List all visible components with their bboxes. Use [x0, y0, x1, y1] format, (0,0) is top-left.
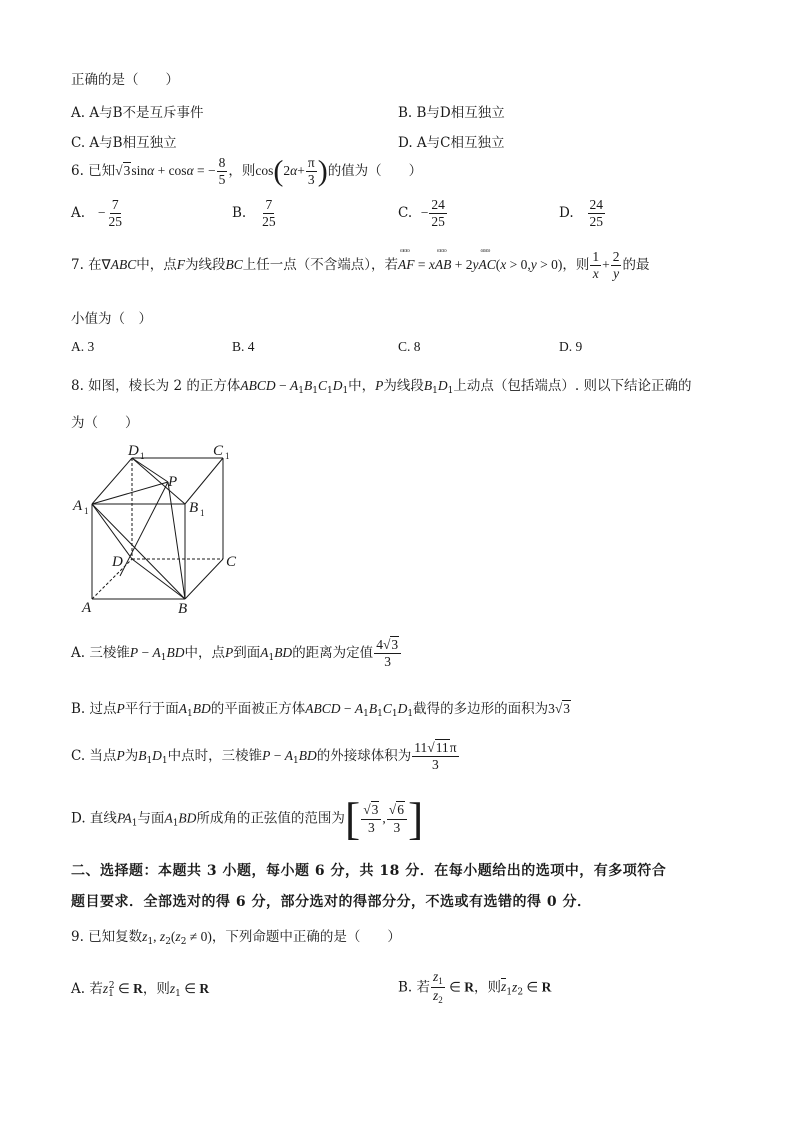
q9-option-a: A. 若$z_1^2$ ∈ R，则$z_1$ ∈ R: [71, 981, 210, 999]
q9-stem: 9. 已知复数$z_1$, $z_2(z_2 \ne 0)$，下列命题中正确的是（ ）: [71, 929, 401, 947]
section2-heading-line2: 题目要求．全部选对的得 6 分，部分选对的得部分分，不选或有选错的得 0 分．: [71, 894, 592, 910]
seg-p-d: [120, 482, 168, 576]
q6-option-b: B. $\frac{7}{25}$: [232, 197, 276, 230]
q7-option-c: C. 8: [398, 339, 421, 354]
q5-option-d: D. A与C相互独立: [398, 135, 505, 151]
label-d1: D: [128, 443, 139, 459]
label-a1-sub: 1: [84, 506, 89, 516]
q9-option-b: B. 若 $\frac{z_1}{z_2}$ ∈ R，则$z_1z_2$ ∈ R: [398, 969, 552, 1006]
q7-option-d: D. 9: [559, 339, 583, 354]
cube-figure: [70, 438, 250, 618]
seg-a1-b: [92, 504, 185, 599]
q6-option-d: D. $\frac{24}{25}$: [559, 197, 604, 230]
q6-option-c: C. − $\frac{24}{25}$: [398, 197, 445, 230]
q8-option-c: C. 当点P为$B_1D_1$中点时，三棱锥$P - A_1BD$的外接球体积为 $\frac{11√11\pi}{3}$: [71, 740, 457, 773]
label-c1-sub: 1: [225, 451, 230, 461]
q7-stem: 7. 在∇ABC中，点F为线段BC上任一点（不含端点），若ɷɷɷ AF = xɷɷɷ AB + 2yɷɷɷ AC(x > 0,y > 0)，则 $\frac{1}{x}$ + $\frac{2}{y}$ 的最: [71, 250, 649, 281]
q7-option-a: A. 3: [71, 339, 95, 354]
label-p: P: [168, 474, 178, 490]
q6-option-a: A. − $\frac{7}{25}$: [71, 197, 123, 230]
q6-stem: 6. 已知√3sinα + cosα = − $\frac{8}{5}$ ，则cos(2α+ $\frac{\pi}{3}$ )的值为（ ）: [71, 154, 423, 188]
q8-option-d: D. 直线$PA_1$与面$A_1BD$所成角的正弦值的范围为[ $\frac{√3}{3}$ , $\frac{√6}{3}$ ]: [71, 793, 424, 844]
q5-stem: 正确的是（ ）: [71, 72, 179, 88]
seg-p-b: [168, 482, 185, 599]
label-b1-sub: 1: [200, 508, 205, 518]
label-b: B: [178, 601, 188, 617]
seg-d-b: [132, 559, 185, 599]
q5-option-a: A. A与B不是互斥事件: [71, 105, 204, 121]
label-b1: B: [189, 500, 199, 516]
q8-stem: 8. 如图，棱长为 2 的正方体ABCD − $A_1B_1C_1D_1$中，P为线段$B_1D_1$上动点（包括端点）. 则以下结论正确的: [71, 378, 692, 396]
q7-line2: 小值为（ ）: [71, 311, 152, 327]
label-a1: A: [73, 498, 83, 514]
edge-a1-d1: [92, 458, 132, 504]
seg-d1-p: [132, 458, 168, 482]
q5-option-c: C. A与B相互独立: [71, 135, 177, 151]
label-a: A: [82, 600, 92, 616]
q7-option-b: B. 4: [232, 339, 255, 354]
q5-option-b: B. B与D相互独立: [398, 105, 505, 121]
seg-a1-d: [92, 504, 132, 559]
label-d: D: [112, 554, 123, 570]
edge-b-c: [185, 559, 223, 599]
edge-b1-c1: [185, 458, 223, 504]
seg-a1-p: [92, 482, 168, 504]
q8-option-b: B. 过点P平行于面$A_1BD$的平面被正方体ABCD − $A_1B_1C_1D_1$截得的多边形的面积为3√3: [71, 701, 570, 719]
label-c: C: [226, 554, 237, 570]
section2-heading-line1: 二、选择题：本题共 3 小题，每小题 6 分，共 18 分．在每小题给出的选项中，有多项符合: [71, 863, 667, 879]
q8-line2: 为（ ）: [71, 415, 139, 431]
label-c1: C: [213, 443, 224, 459]
label-d1-sub: 1: [140, 451, 145, 461]
q8-option-a: A. 三棱锥$P - A_1BD$中，点P到面$A_1BD$的距离为定值 $\frac{4√3}{3}$: [71, 638, 402, 669]
